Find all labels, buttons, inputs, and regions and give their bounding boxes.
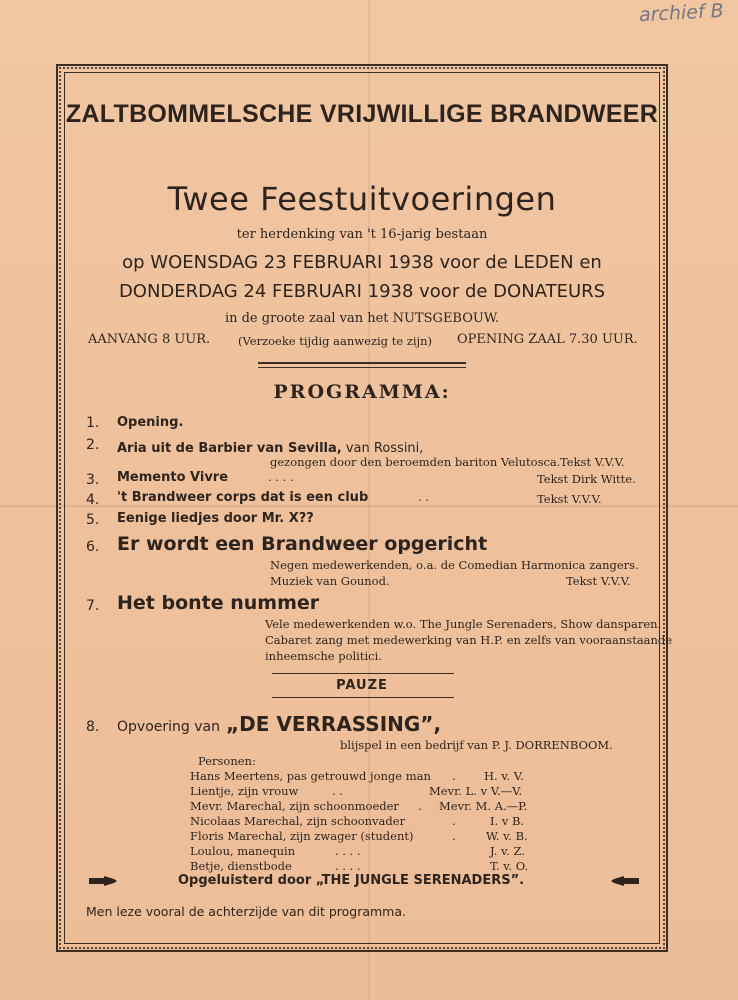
leader-dots: . — [418, 799, 422, 813]
item-title: Aria uit de Barbier van Sevilla, — [117, 441, 342, 456]
item-title: 't Brandweer corps dat is een club — [117, 490, 369, 505]
item-number: 4. — [86, 492, 100, 508]
cast-role: Hans Meertens, pas getrouwd jonge man — [190, 769, 431, 783]
pointing-hand-right-icon — [88, 874, 118, 888]
item-title: Memento Vivre — [117, 470, 229, 485]
cast-actor: H. v. V. — [484, 769, 524, 783]
leader-dots: . — [452, 769, 456, 783]
leader-dots: . . — [332, 784, 343, 798]
item-composer: van Rossini, — [341, 441, 424, 456]
leader-dots: . . — [418, 490, 429, 504]
date-line-1: op WOENSDAG 23 FEBRUARI 1938 voor de LEDEN en — [122, 252, 602, 273]
item-title: „DE VERRASSING”, — [226, 712, 442, 736]
item-detail: Muziek van Gounod. — [270, 574, 390, 588]
item-detail: inheemsche politici. — [265, 649, 382, 663]
leader-dots: . — [452, 829, 456, 843]
item-title: Eenige liedjes door Mr. X?? — [117, 511, 314, 526]
start-time: AANVANG 8 UUR. — [88, 332, 211, 347]
item-number: 5. — [86, 512, 100, 528]
item-line — [117, 437, 423, 456]
personen-label: Personen: — [198, 754, 256, 768]
pointing-hand-left-icon — [610, 874, 640, 888]
item-credit: Tekst V.V.V. — [537, 492, 602, 506]
cast-role: Loulou, manequin — [190, 844, 296, 858]
opening-time: OPENING ZAAL 7.30 UUR. — [457, 332, 638, 347]
cast-role: Mevr. Marechal, zijn schoonmoeder — [190, 799, 399, 813]
item-detail: Negen medewerkenden, o.a. de Comedian Harmonica zangers. — [270, 558, 639, 572]
item-title: Het bonte nummer — [117, 592, 320, 614]
cast-actor: Mevr. M. A.—P. — [439, 799, 528, 813]
leader-dots: . . . . — [268, 470, 294, 484]
item-number: 8. — [86, 719, 100, 735]
divider — [272, 673, 454, 674]
divider — [272, 697, 454, 698]
cast-role: Lientje, zijn vrouw — [190, 784, 299, 798]
item-title: Er wordt een Brandweer opgericht — [117, 533, 488, 555]
page-title: Twee Feestuitvoeringen — [167, 180, 557, 218]
item-number: 6. — [86, 539, 100, 555]
cast-actor: T. v. O. — [490, 859, 529, 873]
item-number: 2. — [86, 437, 100, 453]
cast-role: Nicolaas Marechal, zijn schoonvader — [190, 814, 406, 828]
back-note: Men leze vooral de achterzijde van dit programma. — [86, 904, 406, 919]
leader-dots: . — [452, 814, 456, 828]
cast-actor: I. v B. — [490, 814, 525, 828]
item-detail: blijspel in een bedrijf van P. J. DORRENBOOM. — [340, 738, 613, 752]
music-credit: Opgeluisterd door „THE JUNGLE SERENADERS”. — [178, 873, 525, 888]
item-detail: gezongen door den beroemden bariton Velutosca. — [270, 455, 561, 469]
item-prefix: Opvoering van — [117, 719, 220, 735]
cast-actor: W. v. B. — [486, 829, 528, 843]
cast-role: Floris Marechal, zijn zwager (student) — [190, 829, 414, 843]
item-title: Opening. — [117, 415, 184, 430]
leader-dots: . . . . — [335, 859, 361, 873]
item-detail: Cabaret zang met medewerking van H.P. en zelfs van vooraanstaande — [265, 633, 673, 647]
programma-heading: PROGRAMMA: — [273, 381, 451, 403]
item-number: 3. — [86, 472, 100, 488]
item-credit: Tekst V.V.V. — [566, 574, 631, 588]
cast-actor: J. v. Z. — [490, 844, 525, 858]
item-detail: Vele medewerkenden w.o. The Jungle Serenaders, Show dansparen. — [265, 617, 662, 631]
item-number: 7. — [86, 598, 100, 614]
cast-actor: Mevr. L. v V.—V. — [429, 784, 523, 798]
leader-dots: . . . . — [335, 844, 361, 858]
date-line-2: DONDERDAG 24 FEBRUARI 1938 voor de DONATEURS — [118, 281, 606, 302]
pauze-label: PAUZE — [336, 678, 388, 693]
divider — [258, 362, 466, 364]
org-name: ZALTBOMMELSCHE VRIJWILLIGE BRANDWEER — [65, 100, 659, 128]
venue: in de groote zaal van het NUTSGEBOUW. — [224, 311, 500, 326]
divider — [258, 367, 466, 368]
subtitle: ter herdenking van 't 16-jarig bestaan — [236, 227, 488, 242]
archive-annotation: archief B — [638, 0, 725, 27]
cast-role: Betje, dienstbode — [190, 859, 292, 873]
arrival-notice: (Verzoeke tijdig aanwezig te zijn) — [238, 334, 432, 348]
item-credit: Tekst Dirk Witte. — [537, 472, 636, 486]
item-number: 1. — [86, 415, 100, 431]
item-credit: Tekst V.V.V. — [560, 455, 625, 469]
